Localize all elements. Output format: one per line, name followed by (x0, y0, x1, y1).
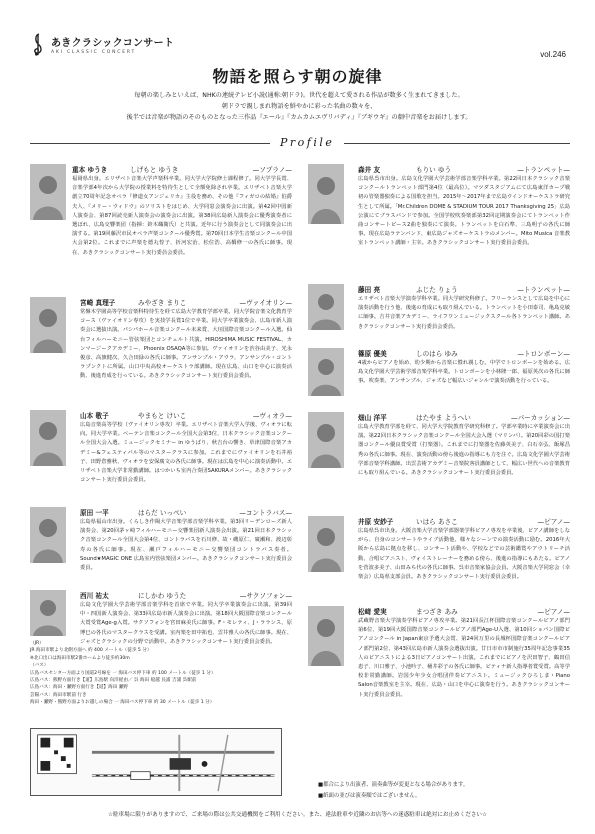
performer-bio: 広島音楽高等学校（ヴァイオリン専攻）卒業。エリザベト音楽大学入学後、ヴィオラに転向。同大学卒業。ベーテン音楽コンクール全国大会第3位、日本クラシック音楽コンクール全国大会入選。ミュージックセミナー in ゆうばり、秋吉台の響き、草津国際音楽アカデミー&フェスティバル等のマスタークラスに参加。これまでにヴァイオリンを石井裕子、田野倉雅秋、ヴィオラを安保廣文の各氏に師事。現在は広島を中心に演奏活動中。エリザベト音楽大学非常勤講師。はつかいち室内合奏団SAKURAメンバー。あきクラシックコンサート実行委員会委員。 (80, 422, 292, 484)
performer-kana: まつざき あみ (416, 608, 458, 616)
intro-line: 毎朝の楽しみといえば、NHKの連続テレビ小説(通称:朝ドラ)。世代を超えて愛される作品が数多く生まれてきました。 (134, 92, 464, 99)
performer-bio: 広島県呉市出身。広島文化学園大学芸術学部音楽学科卒業。第22回日本クラシック音楽コンクールトランペット部門第4位（最高位）。マツダスタジアムにて広島東洋カープ戦 初の管楽器独奏による国歌を担当。2015年〜2017年まで広島ウインドオーケストラ研究生として所属。「Mr.Children DOME & STADIUM TOUR 2017 Thanksgiving 25」広島公演にてブラスバンドで参加。全国学校吹奏楽部第32回定期演奏会にてトランペット作曲コンサートピース2曲を独奏にて演奏。トランペットを白石準、三島明子の各氏に師事。現在広島ラテンバンド、東広島ジャズオーケストラのメンバー。Mito Musica 音楽教室トランペット講師・主宰。あきクラシックコンサート実行委員会委員。 (358, 176, 570, 247)
logo (30, 32, 174, 56)
performer-kana: もりい ゆう (416, 166, 452, 174)
performer-name: 藤田 亮 (358, 286, 381, 294)
access-line: ※北口出口は海田市駅2番ホームより徒歩約30m (30, 655, 130, 661)
performer-kana: いはら あさこ (416, 518, 458, 526)
performer-name: 松﨑 愛実 (358, 608, 387, 616)
treble-clef-logo-icon (30, 32, 46, 56)
performer-bio: 武蔵野音楽大学演奏学科ピアノ専攻卒業。第21回長江杯国際音楽コンクールピアノ部門第6位、第19回大阪国際音楽コンクールピアノ部門Age-U入選、第10回ショパン国際ピアノコンクール in Japan東京予選大会賞、第24回万里の長城杯国際音楽コンクールピアノ部門第2位、第43回広島市新人演奏会選抜出演。廿日市市市制施行35周年記念事業35人のピアニストによる3日ピアノコンサート出演。これまでにピアノを沢田智子、鶴田信恵子、川口雅子、小池吟子、桶井彩子の各氏に師事。ピティナ新人指導者賞受賞。高等学校非常勤講師。岩国少年少女合唱団伴奏ピアニスト。ミュージックひろしま・Piano Salon音楽教室を主宰。現在、広島・山口を中心に演奏を行う。あきクラシックコンサート実行委員会委員。 (358, 618, 570, 698)
header (30, 12, 570, 62)
performer-entry (308, 606, 570, 776)
intro-line: 後半では音楽が物語のそのものとなった三作品『エール』『カムカムエヴリバディ』『ブギウギ』の劇中音楽をお届けします。 (126, 114, 472, 121)
intro-text (44, 90, 554, 123)
performer-instrument: —ソプラノ— (252, 166, 292, 174)
performer-photo (308, 516, 344, 572)
performer-photo (30, 410, 66, 466)
performer-instrument: —トランペット— (517, 286, 570, 294)
note-line: ■紙面の並びは演奏順ではございません。 (318, 793, 421, 799)
performer-name: 原田 一平 (80, 509, 109, 517)
performer-photo (308, 348, 344, 396)
performer-bio: 常盤木学園高等学校音楽科特待生を経て広島大学教育学部卒業。同大学院音楽文化教育学コース（ヴァイオリン専攻）を実技学長賞1位で卒業。同大学卒業演奏会、広島市新人演奏会に選抜出演。パシパホール音楽コンクール未来賞、大垣国際音楽コンクール入選。仙台フィルハーモニー管弦楽団とコンチェルト共演。HIROSHIMA MUSIC FESTIVAL、カンマージークアカデミー、Phoenix OSAQA等に参加。ヴァイオリンを渋谷由美子、光永俊彦、高旗健次、久合田緑の各氏に師事。アンサンブル・アウラ、アンサンブル・コントラプンクトに所属。山口中央高校オーケストラ部講師。現在広島、山口を中心に演奏活動、後進育成を行っている。あきクラシックコンサート実行委員会委員。 (80, 309, 292, 380)
performer-name: 西川 祐太 (80, 592, 109, 600)
performer-kana: しのはら ゆみ (416, 350, 458, 358)
access-line: （バス） (30, 663, 49, 669)
access-line: JR 海田市駅より北側方面へ 約 400 メートル（徒歩 5 分） (30, 648, 152, 654)
performer-entry (30, 297, 292, 409)
logo-subtitle: AKI CLASSIC CONCERT (51, 49, 137, 55)
performer-entry (308, 164, 570, 282)
performer-bio: 広島県呉市出身。大阪音楽大学音楽学部器楽学科ピアノ専攻を卒業後、ピアノ講師をしながら、自身のコンサートやライブ活動他、様々なシーンでの演奏活動に励む。2016年大阪から広島に拠点を移し、コンサート活動や、学校などでの芸術鑑賞やアウトリーチ活動、合唱ピアニスト、ヴォイストレーナーを務める傍ら、後進の指導にもあたる。ピアノを菅波多美子、山田みち代の各氏に師事。呉市音楽家協会会員。大阪音楽大学同窓会（幸楽会）広島県支部会員。あきクラシックコンサート実行委員会委員。 (358, 528, 570, 581)
access-line: （JR） (30, 641, 44, 646)
performer-photo (30, 590, 66, 636)
performer-photo (308, 284, 344, 330)
performer-bio: エリザベト音楽大学演奏学科卒業。同大学研究科修了。フリーランスとして広島を中心に演奏活動を行う他、後進の育成にも取り組んでいる。トランペットを小田泰司、亀島克敏に師事。吉井音楽アカデミー、ライフワンミュージックスクール各トランペット講師。あきクラシックコンサート実行委員会委員。 (358, 296, 570, 330)
performer-bio: 4歳からピアノを始め、幼少期から音楽に慣れ親しむ。中学でトロンボーンを始める。広島文化学園大学芸術学部音楽学科卒業。トロンボーンを小林隆一郎、福原英次の各氏に師事。吹奏楽、アンサンブル、ジャズなど幅広いジャンルで演奏活動を行っている。 (358, 360, 570, 385)
performer-entry (308, 348, 570, 408)
performer-instrument: —トランペット— (517, 166, 570, 174)
performer-entry (30, 410, 292, 506)
performer-name: 篠原 優美 (358, 350, 387, 358)
performer-entry (308, 516, 570, 604)
performer-bio: 広島大学教育学部を経て、同大学大学院教育学研究科修了。学部卒業時に卒業演奏会に出演。第22回日本クラシック音楽コンクール全国大会入選（マリンバ）。第20回彩の国打楽器コンクール優良賞受賞（打楽器）。これまでに打楽器を佐藤英美子、白石幸弘、飯塚昌秀の各氏に師事。現在、演奏活動の傍ら後進の指導にも力を注ぐ。広島文化学園大学芸術学部音楽学科講師。出雲芸術アカデミー音楽院客員講師として、幅広い世代への音楽教育にも取り組んでいる。あきクラシックコンサート実行委員会委員。 (358, 424, 570, 477)
page-title: 物語を照らす朝の旋律 (212, 67, 383, 86)
performer-instrument: —ピアノ— (537, 518, 570, 526)
performer-bio: 福岡県出身。エリザベト音楽大学声楽科卒業。同大学大学院修士課程修了。同大学学長賞、音楽学部4年次から大学院の授業料を特待生として全額免除され卒業。エリザベト音楽大学創立70周年記念オペラ『修道女アンジェリカ』主役を務め、その他『フィガロの結婚』伯爵夫人、『メリー・ウィドウ』のソリストをはじめ、大学同窓会演奏会に出演。第42回中国新人演奏会、第87回読売新人演奏会の演奏会に出演。第38回広島新人演奏会に優秀演奏者に選ばれ、広島交響楽団（指揮：鈴木織衛氏）と共演。近年に行う演奏会として同演奏会に出演する。第19回藤沢市民オペラ声楽コンクール優秀賞。第70回日本学生音楽コンクール中国大会第2位。これまでに声楽を德丸惇子、折河宏治、松位浩、高橋修一の各氏に師事。現在、あきクラシックコンサート実行委員会委員。 (72, 176, 292, 256)
performer-kana: はたやま ようへい (416, 414, 471, 422)
note-line: ■都合により出演者、演奏曲等が変更となる場合があります。 (318, 782, 469, 788)
performer-photo (30, 507, 66, 563)
performer-name: 畑山 洋平 (358, 414, 387, 422)
performer-instrument: —パーカッション— (510, 414, 570, 422)
performer-kana: はらだ いっぺい (138, 509, 187, 517)
performer-kana: しげもと ゆうき (130, 166, 179, 174)
performer-kana: にしかわ ゆうた (138, 592, 187, 600)
performer-instrument: —ピアノ— (537, 608, 570, 616)
performer-bio: 広島県福山市出身。くらしき作陽大学音楽学部音楽学科卒業。第3回リーデンローズ新人演奏会、第20回茅ヶ崎フィルハーモニー交響楽団新人演奏会出演。第21回日本クラシック音楽コンクール全国大会第4位、コントラバスを石川修、故・磯原仁、廣瀬和、渡辺彰寿の各氏に師事。現在、瀬戸フィルハーモニー交響楽団コントラバス奏者。Sound★MAGIC ONE 広島室内管弦楽団メンバー。あきクラシックコンサート実行委員会委員。 (80, 519, 292, 572)
performer-photo (30, 164, 66, 220)
performer-name: 井原 安紗子 (358, 518, 394, 526)
access-line: 海田・瀬野・熊野方面よりお越しの場合 一 海田バス停下車 約 30 メートル（徒歩 1 分） (30, 700, 215, 706)
profile-heading-text: Profile (270, 136, 344, 149)
access-map (30, 728, 282, 796)
performer-entry (308, 284, 570, 346)
performer-entry (308, 412, 570, 512)
performer-photo (308, 606, 344, 666)
logo-title: あきクラシックコンサート (51, 37, 175, 49)
performer-kana: ふじた りょう (416, 286, 458, 294)
performer-instrument: —トロンボーン— (517, 350, 570, 358)
performer-entry (30, 164, 292, 296)
access-line: 広島バス：熊野方面行き【道】広島駅 向洋経由／ 呉 海田 船越 長浦 吉浦 呉駅前 (30, 678, 197, 684)
performer-instrument: —ヴィオラ— (252, 412, 292, 420)
access-info (30, 640, 300, 707)
map-graphic (31, 729, 281, 795)
performer-entry (30, 507, 292, 589)
access-line: 広島バスセンター方面より国道2号線を 一 海田バス停下車 約 100 メートル（徒歩 1 分） (30, 670, 216, 676)
volume-number: vol.246 (540, 50, 566, 59)
profile-heading (30, 136, 570, 152)
performer-kana: やまもと けいこ (138, 412, 187, 420)
access-line: 芸陽バス：海田市駅前 行き (30, 692, 87, 698)
performer-name: 山本 敬子 (80, 412, 109, 420)
performer-name: 森井 友 (358, 166, 381, 174)
performer-instrument: —コントラバス— (239, 509, 292, 517)
notes (318, 780, 568, 802)
footer-notice: ☆駐車場に限りがありますので、ご来場の際は公共交通機関をご利用ください。また、違法駐車や近隣のお店等への迷惑駐車は絶対にお止めください☆ (107, 812, 488, 818)
performer-name: 宮崎 真理子 (80, 299, 116, 307)
performer-photo (30, 297, 66, 353)
performer-instrument: —サクソフォン— (239, 592, 292, 600)
intro-line: 朝ドラで親しまれ物語を鮮やかに彩った名曲の数々を、 (221, 103, 377, 110)
access-line: 広島バス：海田・瀬野方面行き【道】海田 瀬野 (30, 685, 128, 691)
performer-kana: みやざき まりこ (138, 299, 187, 307)
performer-photo (308, 412, 344, 468)
performer-bio: 広島文化学園大学芸術学部音楽学科を首席で卒業。同大学卒業演奏会に出演。第39回中・四国新人演奏会、第33回広島市新人演奏会に出演。第18回大阪国際音楽コンクール大賞受賞Age-g入賞。サクソフォンを宮田麻美氏に師事。F・モレティ、J・ラランス、原博巳の各氏のマスタークラスを受講。室内楽を田中拓也、雲井雅人の各氏に師事。現在、ジャズとクラシックの分野で活動中。あきクラシックコンサート実行委員会委員。 (80, 602, 292, 645)
performer-name: 重本 ゆうき (72, 166, 108, 174)
performer-photo (308, 164, 344, 224)
performer-instrument: —ヴァイオリン— (239, 299, 292, 307)
